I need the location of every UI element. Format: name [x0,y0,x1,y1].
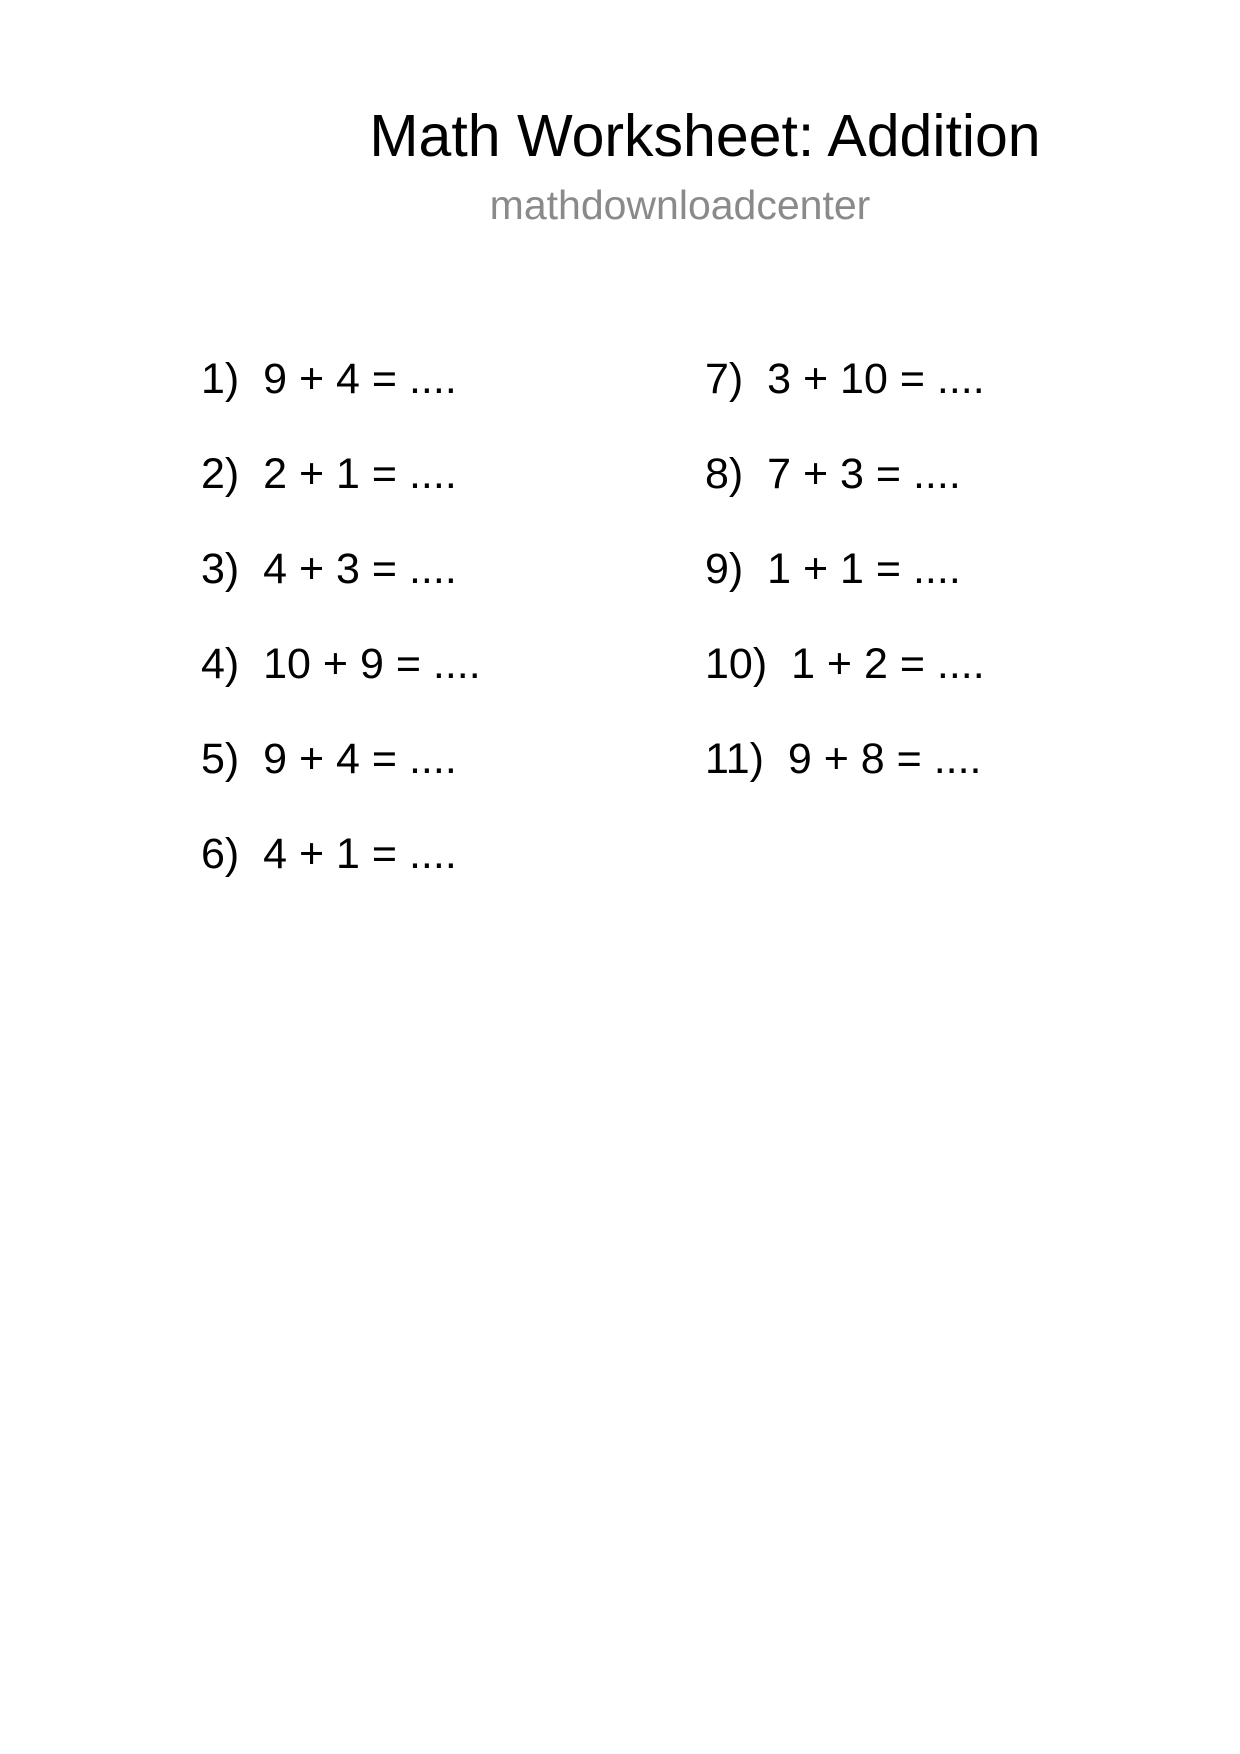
problem-number: 7) [705,355,744,403]
problem-number: 4) [201,640,240,688]
problem-expression: 7 + 3 = .... [767,450,961,498]
problems-column-left [201,349,481,919]
problems-column-right [705,349,985,824]
problem-item [201,729,481,824]
problem-item [201,444,481,539]
problem-number: 9) [705,545,744,593]
problem-item [705,349,985,444]
problem-expression: 2 + 1 = .... [263,450,457,498]
problem-number: 6) [201,830,240,878]
problem-item [705,444,985,539]
problem-expression: 10 + 9 = .... [263,640,481,688]
problem-item [705,729,985,824]
problem-number: 3) [201,545,240,593]
problem-expression: 1 + 1 = .... [767,545,961,593]
problem-number: 1) [201,355,240,403]
problem-number: 10) [705,640,768,688]
problem-item [705,634,985,729]
problem-item [201,349,481,444]
problem-item [201,824,481,919]
problem-expression: 9 + 4 = .... [263,355,457,403]
problem-number: 5) [201,735,240,783]
problem-expression: 9 + 8 = .... [787,735,982,783]
problem-number: 8) [705,450,744,498]
page-subtitle: mathdownloadcenter [489,182,871,228]
problem-expression: 9 + 4 = .... [263,735,457,783]
problem-expression: 1 + 2 = .... [791,640,985,688]
problem-number: 2) [201,450,240,498]
problem-item [201,634,481,729]
problem-item [705,539,985,634]
problem-expression: 3 + 10 = .... [767,355,985,403]
problem-number: 11) [705,735,764,783]
page-title: Math Worksheet: Addition [369,103,1041,169]
problem-expression: 4 + 3 = .... [263,545,457,593]
problem-item [201,539,481,634]
problem-expression: 4 + 1 = .... [263,830,457,878]
